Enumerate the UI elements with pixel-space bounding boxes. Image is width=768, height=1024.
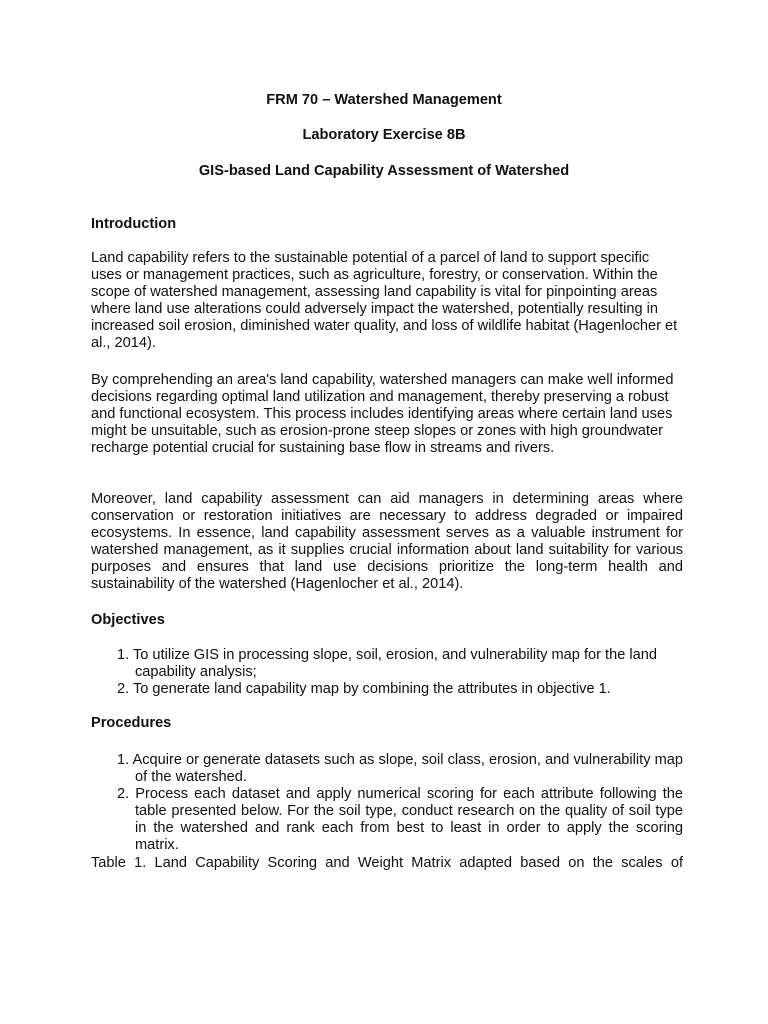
objectives-list <box>91 647 683 698</box>
procedures-list <box>91 752 683 855</box>
main-title: GIS-based Land Capability Assessment of Watershed <box>198 163 570 179</box>
exercise-title: Laboratory Exercise 8B <box>302 127 466 143</box>
introduction-paragraph-1: Land capability refers to the sustainable potential of a parcel of land to support specific uses or management practices, such as agriculture, forestry, or conservation. Within the scope of watershed management, assessing land capability is vital for pinpointing areas where land use alterations could adversely impact the watershed, potentially resulting in increased soil erosion, diminished water quality, and loss of wildlife habitat (Hagenlocher et al., 2014). <box>91 250 678 352</box>
procedure-item-2: 2. Process each dataset and apply numerical scoring for each attribute following the table presented below. For the soil type, conduct research on the quality of soil type in the watershed and rank each from best to least in order to apply the scoring matrix. <box>117 786 683 854</box>
introduction-paragraph-2: By comprehending an area's land capability, watershed managers can make well informed decisions regarding optimal land utilization and management, thereby preserving a robust and functional ecosystem. This process includes identifying areas where certain land uses might be unsuitable, such as erosion-prone steep slopes or zones with high groundwater recharge potential crucial for sustaining base flow in streams and rivers. <box>91 372 674 457</box>
procedures-heading: Procedures <box>91 715 172 731</box>
objective-item-1: 1. To utilize GIS in processing slope, soil, erosion, and vulnerability map for the land capability analysis; <box>117 647 657 681</box>
table-caption: Table 1. Land Capability Scoring and Weight Matrix adapted based on the scales of <box>91 855 683 871</box>
introduction-paragraph-3: Moreover, land capability assessment can aid managers in determining areas where conservation or restoration initiatives are necessary to address degraded or impaired ecosystems. In essence, land capability assessment serves as a valuable instrument for watershed management, as it supplies crucial information about land suitability for various purposes and ensures that land use decisions prioritize the long-term health and sustainability of the watershed (Hagenlocher et al., 2014). <box>91 491 683 593</box>
objective-item-2: 2. To generate land capability map by combining the attributes in objective 1. <box>117 681 611 698</box>
procedure-item-1: 1. Acquire or generate datasets such as slope, soil class, erosion, and vulnerability map of the watershed. <box>117 752 683 786</box>
course-title: FRM 70 – Watershed Management <box>266 92 502 108</box>
introduction-heading: Introduction <box>91 216 177 232</box>
objectives-heading: Objectives <box>91 612 165 628</box>
